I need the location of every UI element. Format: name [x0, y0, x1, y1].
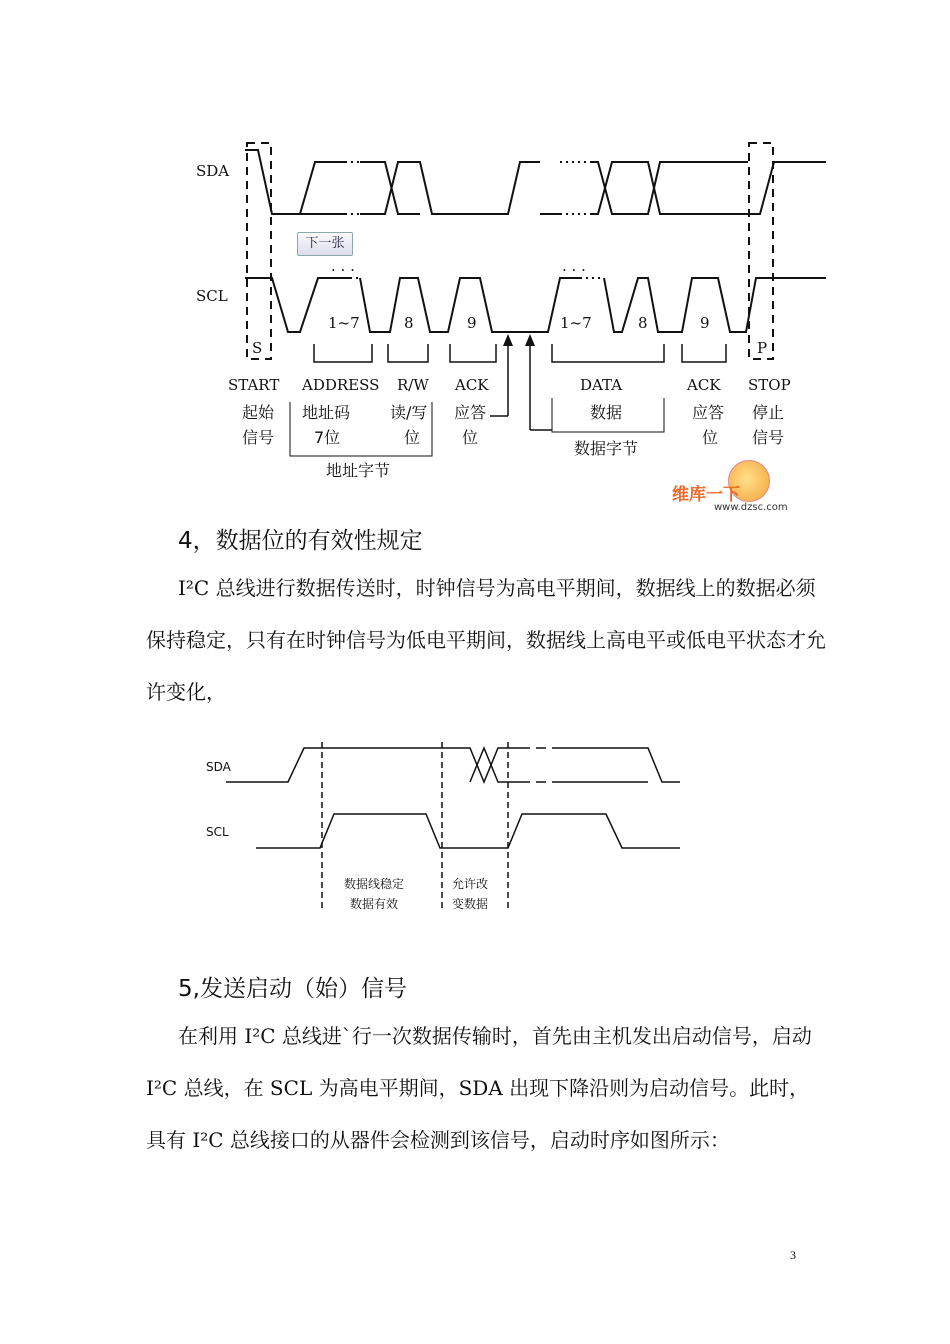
label-address: ADDRESS [302, 376, 380, 394]
cn-rw-2: 位 [404, 428, 421, 447]
stop-mark: P [757, 339, 768, 357]
watermark-logo [662, 456, 790, 516]
change-label-1: 允许改 [452, 877, 489, 891]
mid-scl-waveform [256, 814, 680, 848]
cn-ack1-2: 位 [462, 428, 479, 447]
start-mark: S [252, 339, 263, 357]
label-data: DATA [580, 376, 623, 394]
sda-waveform [245, 150, 345, 214]
section5-paragraph: 在利用 I²C 总线进`行一次数据传输时，首先由主机发出启动信号，启动 I²C 总线，在 SCL 为高电平期间，SDA 出现下降沿则为启动信号。此时，具有 I²C 总线接口的从器件会检测到该信号，启动时序如图所示： [146, 1024, 812, 1152]
cn-addr-1: 地址码 [302, 403, 351, 422]
page-number: 3 [790, 1248, 796, 1262]
cn-stop-2: 信号 [752, 428, 785, 447]
mid-sda-waveform [226, 748, 520, 782]
scl-label: SCL [196, 287, 228, 305]
label-rw: R/W [397, 376, 429, 394]
watermark-brand: 维库一下 [672, 485, 740, 505]
pulse-label: 9 [700, 314, 710, 332]
label-stop: STOP [748, 376, 791, 394]
mid-scl-label: SCL [206, 825, 229, 839]
sda-label: SDA [196, 162, 230, 180]
label-ack: ACK [455, 376, 489, 394]
cn-ack2-1: 应答 [692, 403, 725, 422]
pulse-label: 1~7 [560, 314, 592, 332]
section4-paragraph: I²C 总线进行数据传送时，时钟信号为高电平期间，数据线上的数据必须保持稳定，只有在时钟信号为低电平期间，数据线上高电平或低电平状态才允许变化， [146, 576, 826, 704]
addr-byte-label: 地址字节 [326, 461, 391, 480]
start-box [247, 143, 271, 359]
label-ack: ACK [687, 376, 721, 394]
cn-start-1: 起始 [242, 403, 275, 422]
stable-label-1: 数据线稳定 [344, 877, 405, 891]
cn-addr-2: 7位 [314, 428, 341, 447]
data-byte-label: 数据字节 [574, 439, 639, 458]
cn-ack1-1: 应答 [454, 403, 487, 422]
cn-start-2: 信号 [242, 428, 275, 447]
section5-heading: 5,发送启动（始）信号 [178, 976, 407, 1002]
pulse-label: 8 [404, 314, 414, 332]
section4-heading: 4，数据位的有效性规定 [178, 528, 423, 554]
stable-label-2: 数据有效 [350, 897, 399, 911]
dots-1: · · · [331, 261, 355, 279]
pulse-label: 1~7 [328, 314, 360, 332]
cn-ack2-2: 位 [702, 428, 719, 447]
watermark-url: www.dzsc.com [714, 502, 788, 513]
change-label-2: 变数据 [452, 897, 489, 911]
label-start: START [228, 376, 280, 394]
dots-2: · · · [562, 261, 586, 279]
mid-sda-label: SDA [206, 760, 231, 774]
cn-stop-1: 停止 [752, 403, 785, 422]
pulse-label: 8 [638, 314, 648, 332]
cn-data-1: 数据 [590, 403, 623, 422]
next-image-button[interactable]: 下一张 [297, 232, 353, 256]
pulse-label: 9 [467, 314, 477, 332]
cn-rw-1: 读/写 [390, 403, 428, 422]
